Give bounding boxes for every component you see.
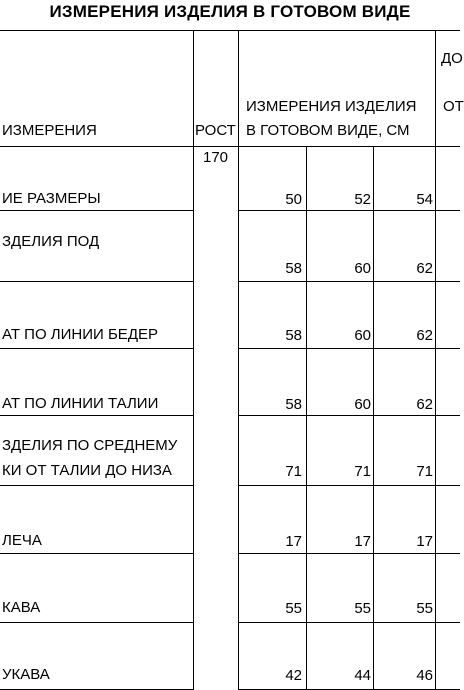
row-label: КАВА (2, 599, 41, 616)
row-value: 58 (285, 260, 302, 277)
row-border (0, 622, 193, 623)
header-bottom-border (0, 146, 460, 147)
row-value: 17 (354, 533, 371, 550)
col-divider-size3 (373, 147, 374, 690)
row-value: 50 (285, 191, 302, 208)
page-title: ИЗМЕРЕНИЯ ИЗДЕЛИЯ В ГОТОВОМ ВИДЕ (49, 2, 411, 21)
row-value: 17 (285, 533, 302, 550)
row-border (0, 415, 193, 416)
row-value: 71 (354, 463, 371, 480)
row-value: 55 (354, 600, 371, 617)
row-border (0, 485, 193, 486)
col-divider-finished (238, 30, 239, 690)
col-divider-tolerance (435, 30, 436, 690)
row-value: 62 (416, 327, 433, 344)
row-label: ЛЕЧА (2, 532, 42, 549)
row-value: 62 (416, 260, 433, 277)
row-border (238, 415, 460, 416)
row-value: 55 (285, 600, 302, 617)
header-finished-line2: В ГОТОВОМ ВИДЕ, СМ (246, 122, 410, 139)
row-value: 52 (354, 191, 371, 208)
row-border (238, 485, 460, 486)
row-value: 60 (354, 260, 371, 277)
row-label: ЗДЕЛИЯ ПО СРЕДНЕМУ (2, 437, 178, 454)
row-label: АТ ПО ЛИНИИ ТАЛИИ (2, 395, 159, 412)
row-value: 58 (285, 327, 302, 344)
col-divider-size2 (306, 147, 307, 690)
header-measurements: ИЗМЕРЕНИЯ (2, 122, 97, 139)
row-value: 60 (354, 327, 371, 344)
row-value: 58 (285, 396, 302, 413)
row-border (0, 348, 193, 349)
row-border (0, 281, 193, 282)
col-divider-height (193, 30, 194, 690)
header-height: РОСТ (195, 122, 236, 139)
row-border (0, 210, 193, 211)
row-value: 60 (354, 396, 371, 413)
header-tolerance-line1: ДО (441, 50, 463, 67)
row-value: 62 (416, 396, 433, 413)
row-border (238, 348, 460, 349)
row-value: 71 (285, 463, 302, 480)
row-value: 42 (285, 667, 302, 684)
row-value: 46 (416, 667, 433, 684)
row-border (238, 622, 460, 623)
height-value: 170 (203, 149, 229, 166)
row-label: КИ ОТ ТАЛИИ ДО НИЗА (2, 462, 172, 479)
row-border (238, 553, 460, 554)
row-label: ЗДЕЛИЯ ПОД (2, 233, 100, 250)
row-value: 71 (416, 463, 433, 480)
row-label: АТ ПО ЛИНИИ БЕДЕР (2, 326, 158, 343)
row-value: 54 (416, 191, 433, 208)
header-finished-line1: ИЗМЕРЕНИЯ ИЗДЕЛИЯ (246, 98, 417, 115)
table-top-border (0, 30, 460, 31)
row-value: 55 (416, 600, 433, 617)
row-value: 17 (416, 533, 433, 550)
row-label: ИЕ РАЗМЕРЫ (2, 190, 101, 207)
row-border (238, 281, 460, 282)
row-value: 44 (354, 667, 371, 684)
row-border (238, 210, 460, 211)
row-label: УКАВА (2, 666, 50, 683)
row-border (0, 553, 193, 554)
header-tolerance-line2: ОТ (443, 98, 464, 115)
